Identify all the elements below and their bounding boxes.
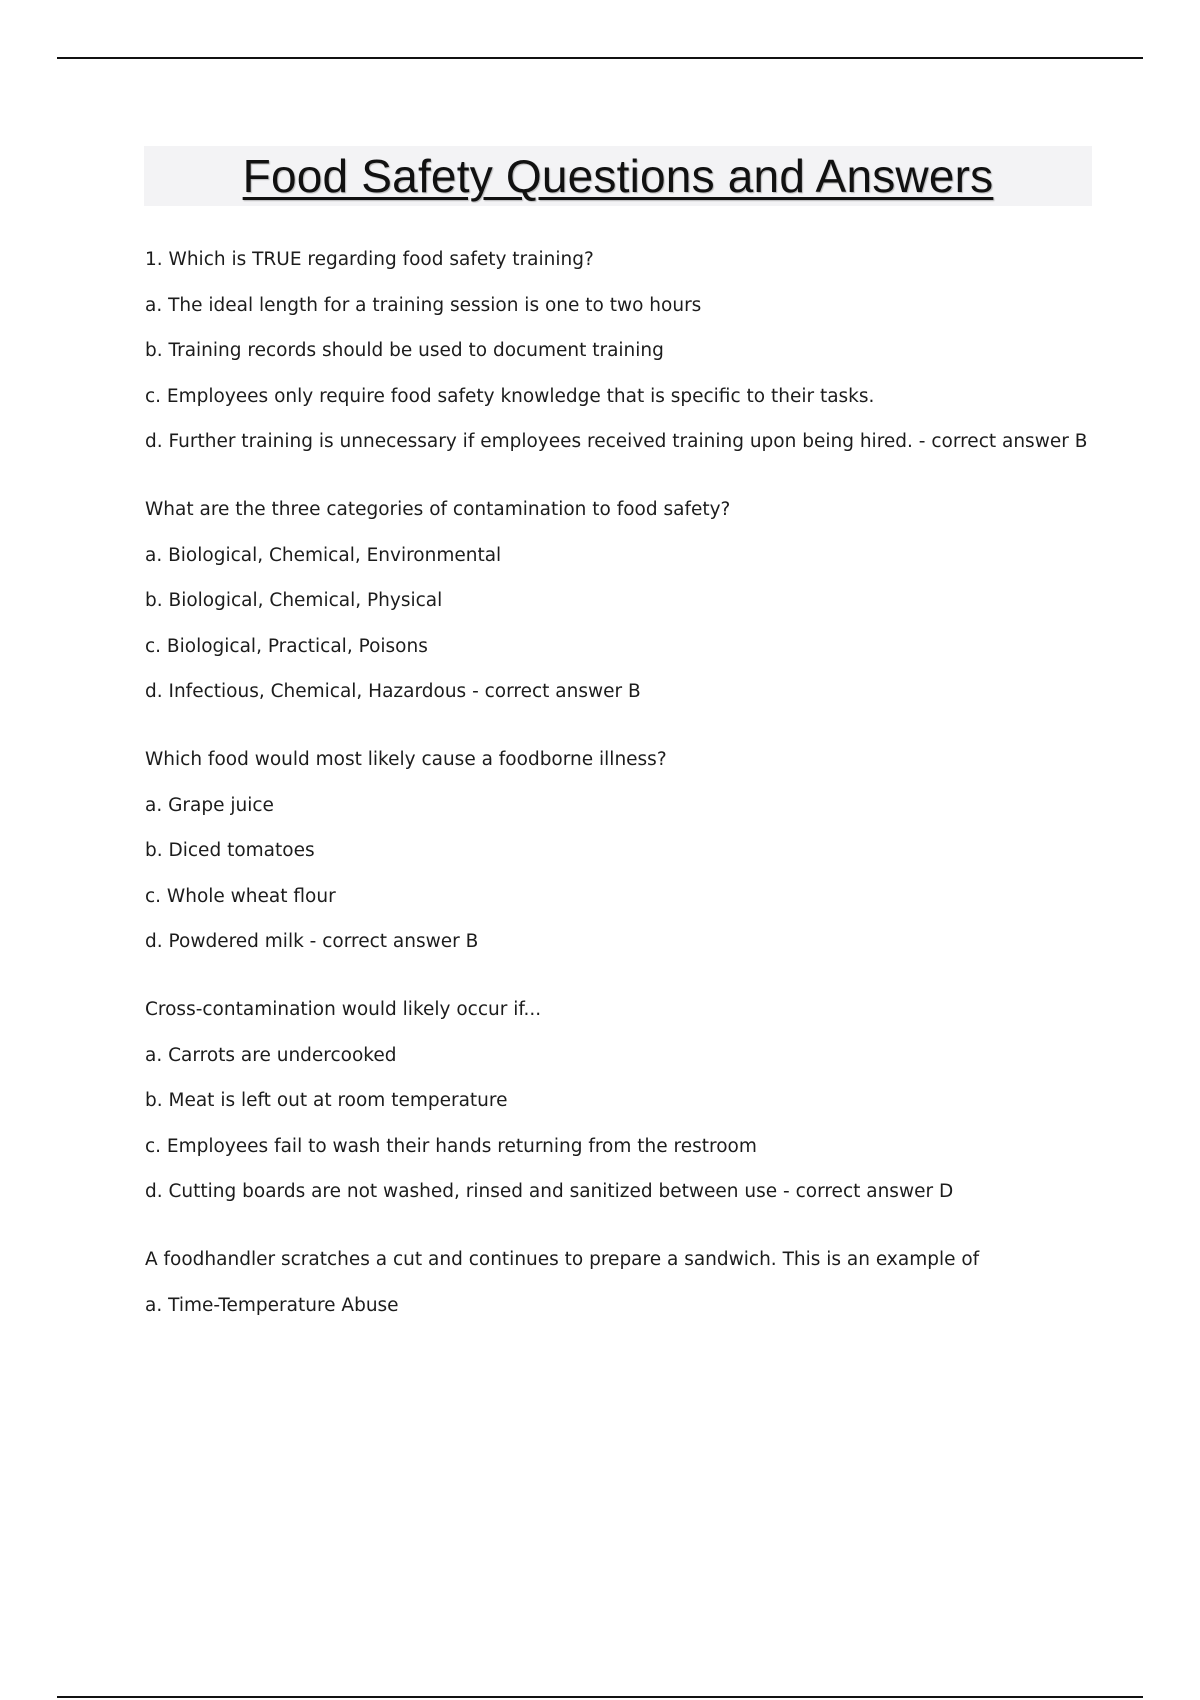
question-block [145, 1248, 1145, 1318]
answer-option: d. Cutting boards are not washed, rinsed and sanitized between use - correct answer D [145, 1181, 954, 1202]
question-text: A foodhandler scratches a cut and continues to prepare a sandwich. This is an example of [145, 1249, 980, 1270]
answer-option: b. Meat is left out at room temperature [145, 1090, 508, 1111]
question-block [145, 998, 1145, 1204]
answer-option: b. Training records should be used to document training [145, 340, 664, 361]
question-text: Cross-contamination would likely occur if... [145, 999, 542, 1020]
answer-option: c. Whole wheat flour [145, 885, 336, 907]
answer-option: a. Carrots are undercooked [145, 1044, 397, 1066]
question-block [145, 498, 1145, 704]
answer-option: d. Infectious, Chemical, Hazardous - correct answer B [145, 681, 641, 702]
top-rule [57, 57, 1143, 59]
answer-option: c. Biological, Practical, Poisons [145, 635, 428, 657]
page-title: Food Safety Questions and Answers [242, 150, 994, 202]
question-block [145, 748, 1145, 954]
question-text: Which food would most likely cause a foodborne illness? [145, 749, 667, 770]
answer-option: b. Diced tomatoes [145, 840, 315, 861]
answer-option: a. Grape juice [145, 794, 274, 816]
question-block [145, 248, 1145, 454]
question-text: 1. Which is TRUE regarding food safety training? [145, 249, 594, 270]
answer-option: d. Powdered milk - correct answer B [145, 931, 479, 952]
answer-option: a. Biological, Chemical, Environmental [145, 544, 502, 566]
bottom-rule [57, 1696, 1143, 1698]
answer-option: a. The ideal length for a training session is one to two hours [145, 294, 702, 316]
questions-content [145, 248, 1145, 1362]
question-text: What are the three categories of contamination to food safety? [145, 499, 731, 520]
title-banner [144, 146, 1092, 206]
answer-option: b. Biological, Chemical, Physical [145, 590, 443, 611]
answer-option: a. Time-Temperature Abuse [145, 1294, 399, 1316]
answer-option: c. Employees fail to wash their hands returning from the restroom [145, 1135, 757, 1157]
answer-option: d. Further training is unnecessary if employees received training upon being hired. - correct answer B [145, 431, 1088, 452]
answer-option: c. Employees only require food safety knowledge that is specific to their tasks. [145, 385, 875, 407]
